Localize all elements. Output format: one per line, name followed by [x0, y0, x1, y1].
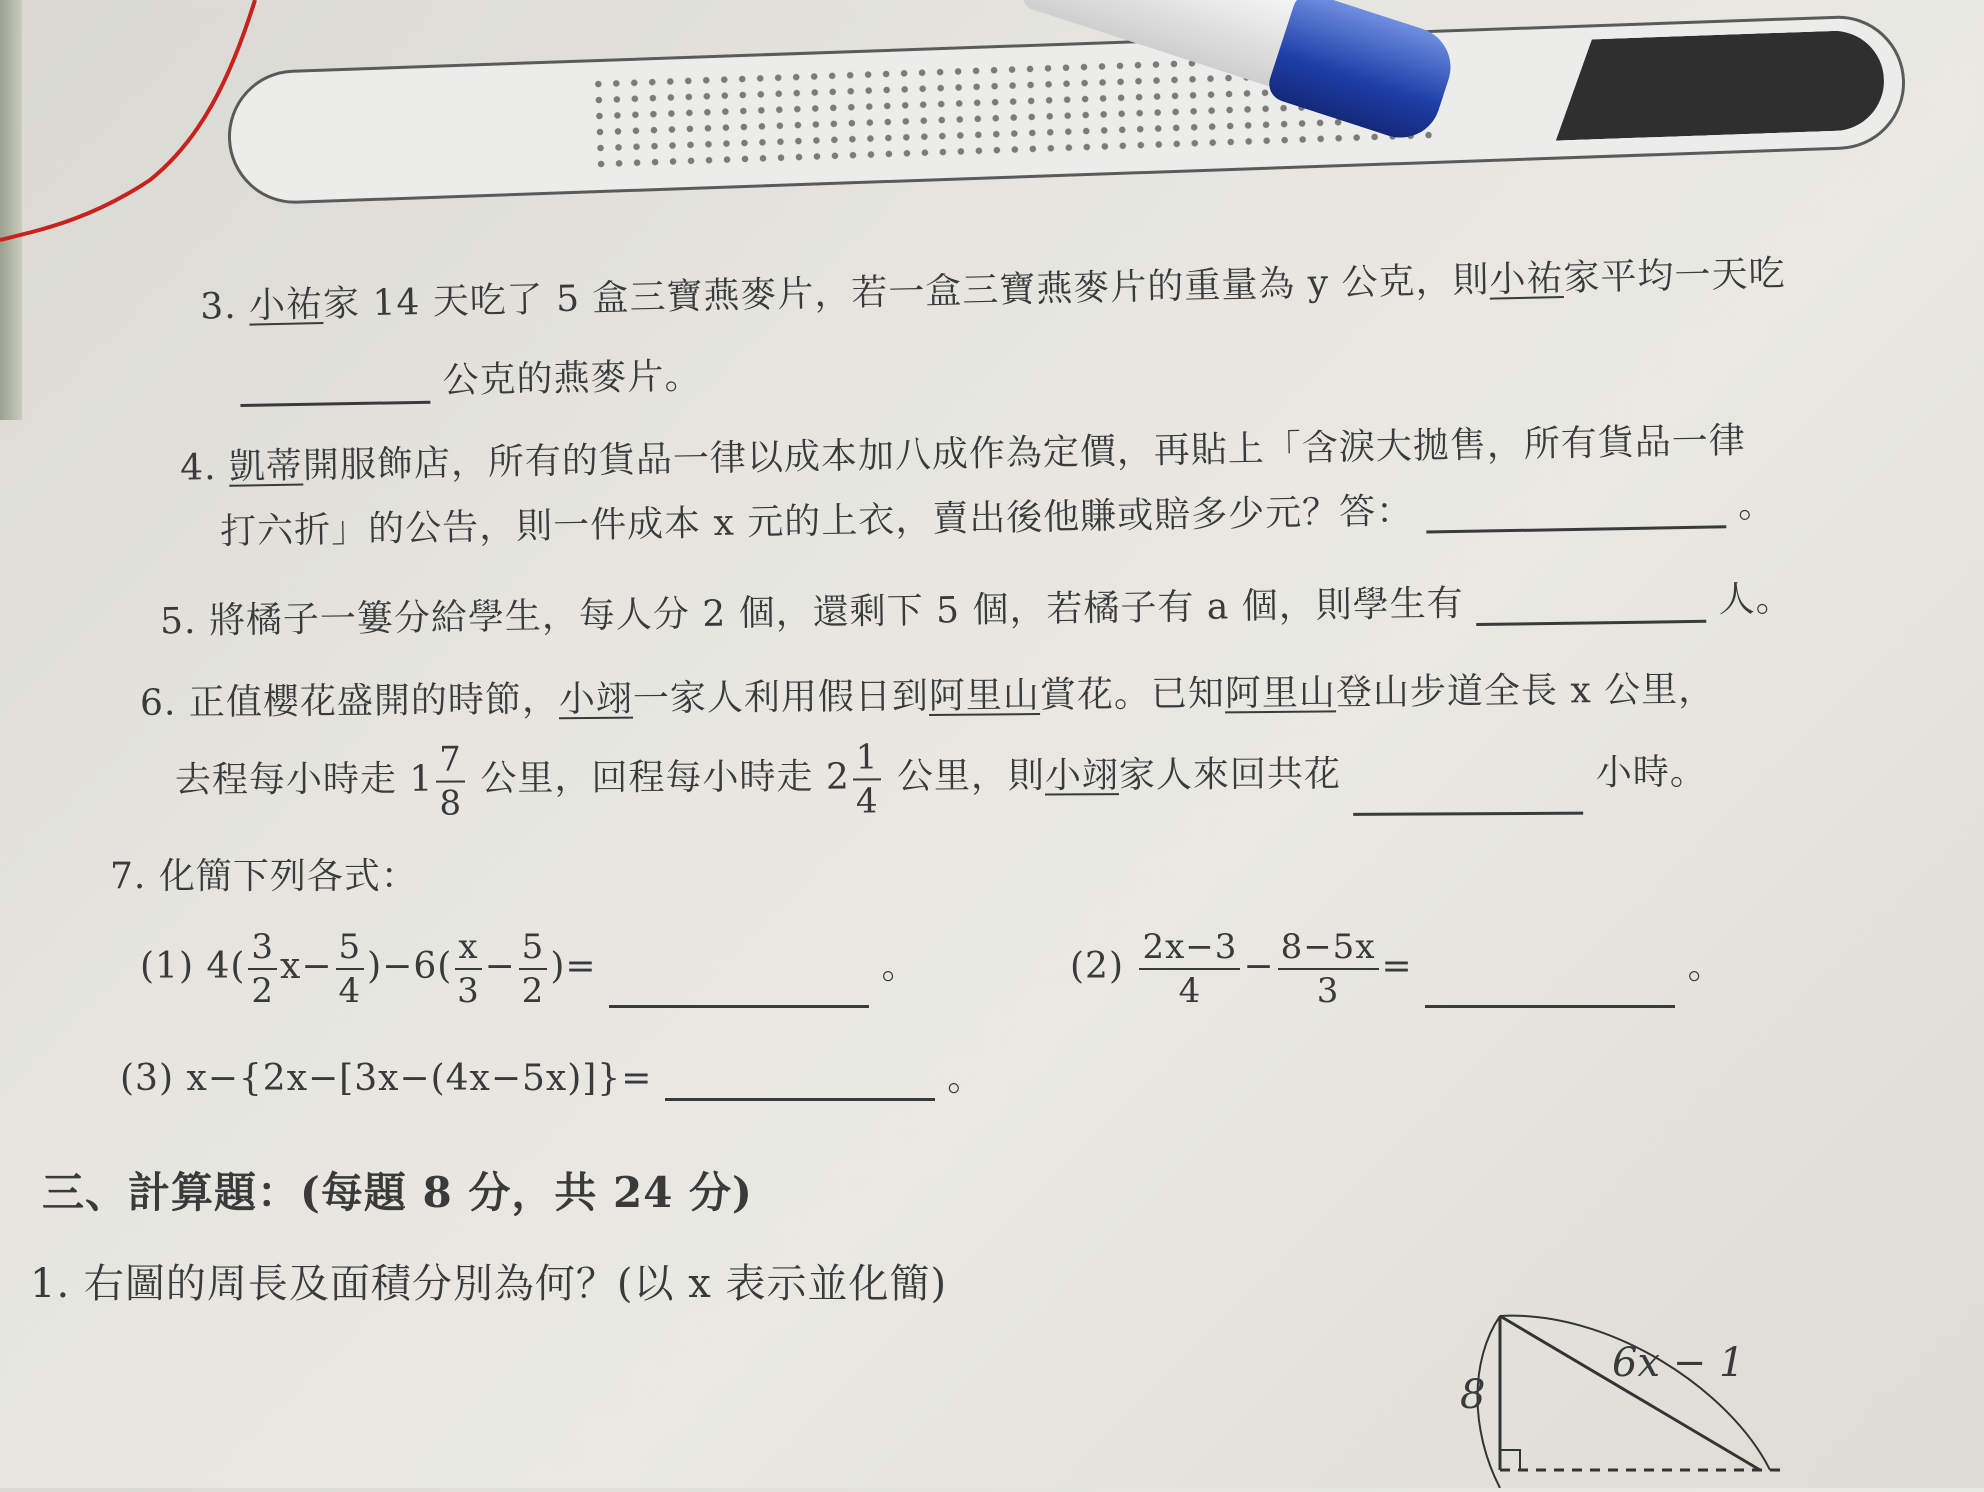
person-name: 小翊	[1044, 755, 1120, 797]
question-7-part-3	[120, 1050, 984, 1101]
expr: )−6(	[367, 946, 453, 987]
part-label: (1) 4(	[140, 946, 246, 987]
fraction: $\frac{5}{4}$	[336, 930, 365, 1008]
question-number: 3.	[199, 285, 238, 328]
answer-blank[interactable]	[609, 1005, 869, 1008]
question-text: 家 14 天吃了 5 盒三寶燕麥片，若一盒三寶燕麥片的重量為 y 公克，則	[322, 259, 1490, 326]
question-6-line-1	[140, 661, 1715, 726]
question-6-line-2	[175, 736, 1707, 822]
question-end: 人。	[1718, 578, 1793, 621]
answer-blank[interactable]	[1354, 812, 1584, 816]
expr: −	[1243, 946, 1275, 987]
question-number: 1.	[30, 1261, 71, 1307]
section-title: 三、計算題：(每題 8 分，共 24 分)	[42, 1168, 753, 1217]
question-end: 小時。	[1595, 751, 1707, 794]
question-number: 4.	[179, 447, 217, 489]
answer-blank[interactable]	[665, 1098, 935, 1101]
question-7-part-2	[1070, 927, 1725, 1011]
question-text: 將橘子一簍分給學生，每人分 2 個，還剩下 5 個，若橘子有 a 個，則學生有	[208, 583, 1465, 642]
question-3-line-2	[240, 348, 702, 407]
person-name: 凱蒂	[228, 445, 304, 488]
fraction: $\frac{x}{3}$	[457, 927, 480, 1011]
answer-blank[interactable]	[240, 401, 430, 407]
hypotenuse-label: 6x − 1	[1612, 1340, 1745, 1386]
side-label: 8	[1460, 1372, 1486, 1418]
question-7-title	[110, 848, 418, 899]
question-end: 。	[947, 1058, 985, 1099]
question-end: 。	[881, 946, 919, 987]
question-text: 公里，則	[896, 755, 1046, 798]
question-text: 家平均一天吃	[1563, 253, 1786, 300]
question-number: 6.	[139, 682, 177, 724]
question-text: 化簡下列各式：	[158, 856, 418, 897]
expr: (3) x−{2x−[3x−(4x−5x)]}=	[120, 1058, 653, 1099]
expr: −	[484, 946, 516, 987]
answer-blank[interactable]	[1425, 1005, 1675, 1008]
question-3-line-1	[200, 245, 1786, 329]
triangle-drawing	[1460, 1300, 1840, 1488]
answer-blank[interactable]	[1476, 620, 1706, 626]
question-number: 5.	[159, 600, 197, 643]
fraction-one-quarter: $\frac{1}{4}$	[853, 740, 882, 818]
question-text: 公里，回程每小時走 2	[480, 756, 850, 800]
fraction: $\frac{3}{2}$	[248, 930, 277, 1008]
expr: =	[1381, 946, 1413, 987]
calc-question-1	[30, 1252, 947, 1309]
fraction: $\frac{8-5x}{3}$	[1278, 930, 1379, 1008]
person-name: 小祐	[1489, 258, 1564, 301]
question-text: 家人來回共花	[1118, 753, 1342, 797]
answer-blank[interactable]	[1426, 525, 1726, 533]
fraction: $\frac{2x-3}{4}$	[1139, 930, 1240, 1008]
question-7-part-1	[140, 927, 919, 1011]
question-4-line-2	[220, 476, 1776, 554]
question-text: 去程每小時走 1	[174, 758, 434, 802]
place-name: 阿里山	[1224, 672, 1337, 715]
triangle-figure	[1460, 1300, 1840, 1488]
question-5	[160, 571, 1793, 645]
header-dark-tab	[1552, 29, 1885, 140]
question-text: 登山步道全長 x 公里，	[1335, 669, 1716, 714]
question-text: 一家人利用假日到	[632, 675, 930, 720]
person-name: 小翊	[558, 678, 634, 721]
expr: x−	[280, 946, 333, 987]
question-text: 開服飾店，所有的貨品一律以成本加八成作為定價，再貼上「含淚大拋售，所有貨品一律	[302, 420, 1747, 487]
question-text: 打六折」的公告，則一件成本 x 元的上衣，賣出後他賺或賠多少元？答：	[219, 490, 1414, 553]
expr: )=	[550, 946, 597, 987]
question-text: 公克的燕麥片。	[442, 355, 702, 402]
question-end: 。	[1737, 484, 1776, 527]
question-text: 賞花。已知	[1039, 673, 1226, 717]
part-label: (2)	[1070, 946, 1124, 987]
place-name: 阿里山	[928, 675, 1041, 717]
person-name: 小祐	[248, 284, 324, 327]
question-4-line-1	[180, 412, 1746, 490]
question-text: 正值櫻花盛開的時節，	[188, 679, 560, 724]
question-end: 。	[1687, 946, 1725, 987]
question-number: 7.	[110, 856, 147, 897]
question-text: 右圖的周長及面積分別為何？(以 x 表示並化簡)	[83, 1261, 948, 1307]
fraction-seven-eighths: $\frac{7}{8}$	[436, 742, 465, 820]
fraction: $\frac{5}{2}$	[519, 930, 548, 1008]
